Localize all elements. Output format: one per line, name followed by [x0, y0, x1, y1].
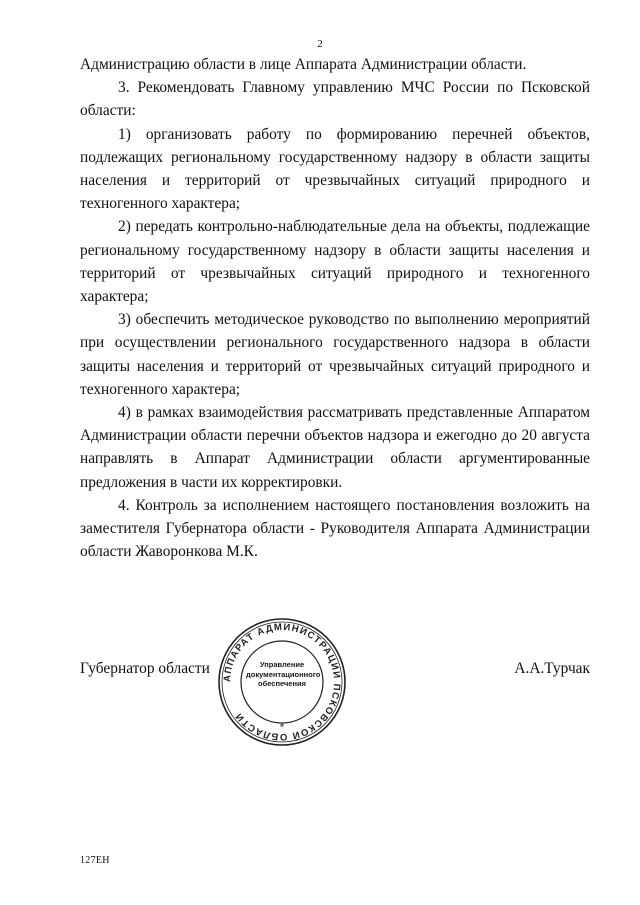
paragraph-subitem-4: 4) в рамках взаимодействия рассматривать представленные Аппаратом Администрации области перечни объектов надзора и ежегодно до 20 августа направлять в Аппарат Администрации области аргументированные предложения в части их корректировки.	[80, 404, 590, 491]
page-number: 2	[317, 38, 323, 50]
signatory-title: Губернатор области	[80, 660, 210, 677]
official-stamp	[216, 616, 348, 748]
stamp-line-1: Управление	[259, 660, 305, 669]
signatory-name: А.А.Турчак	[514, 660, 590, 677]
stamp-star-icon: *	[279, 722, 285, 733]
stamp-line-2: документационного	[246, 669, 321, 679]
document-code: 127ЕН	[80, 855, 110, 866]
paragraph-subitem-1: 1) организовать работу по формированию перечней объектов, подлежащих региональному государственному надзору в области защиты населения и территорий от чрезвычайных ситуаций природного и техногенного характера;	[80, 125, 590, 213]
stamp-center-text	[246, 660, 321, 689]
paragraph-item-4: 4. Контроль за исполнением настоящего постановления возложить на заместителя Губернатора области - Руководителя Аппарата Администрации области Жаворонкова М.К.	[80, 496, 590, 561]
paragraph-subitem-2: 2) передать контрольно-наблюдательные дела на объекты, подлежащие региональному государственному надзору в области защиты населения и территорий от чрезвычайных ситуаций природного и техногенного характера;	[80, 218, 590, 306]
paragraph-subitem-3: 3) обеспечить методическое руководство по выполнению мероприятий при осуществлении регионального государственного надзора в области защиты населения и территорий от чрезвычайных ситуаций природного и техногенного характера;	[80, 311, 590, 398]
stamp-ring-text: АППАРАТ АДМИНИСТРАЦИИ ПСКОВСКОЙ ОБЛАСТИ	[221, 621, 343, 743]
paragraph-continuation: Администрацию области в лице Аппарата Администрации области.	[80, 56, 527, 73]
document-body	[80, 53, 590, 563]
stamp-line-3: обеспечения	[257, 679, 306, 688]
paragraph-item-3: 3. Рекомендовать Главному управлению МЧС России по Псковской области:	[80, 79, 590, 120]
